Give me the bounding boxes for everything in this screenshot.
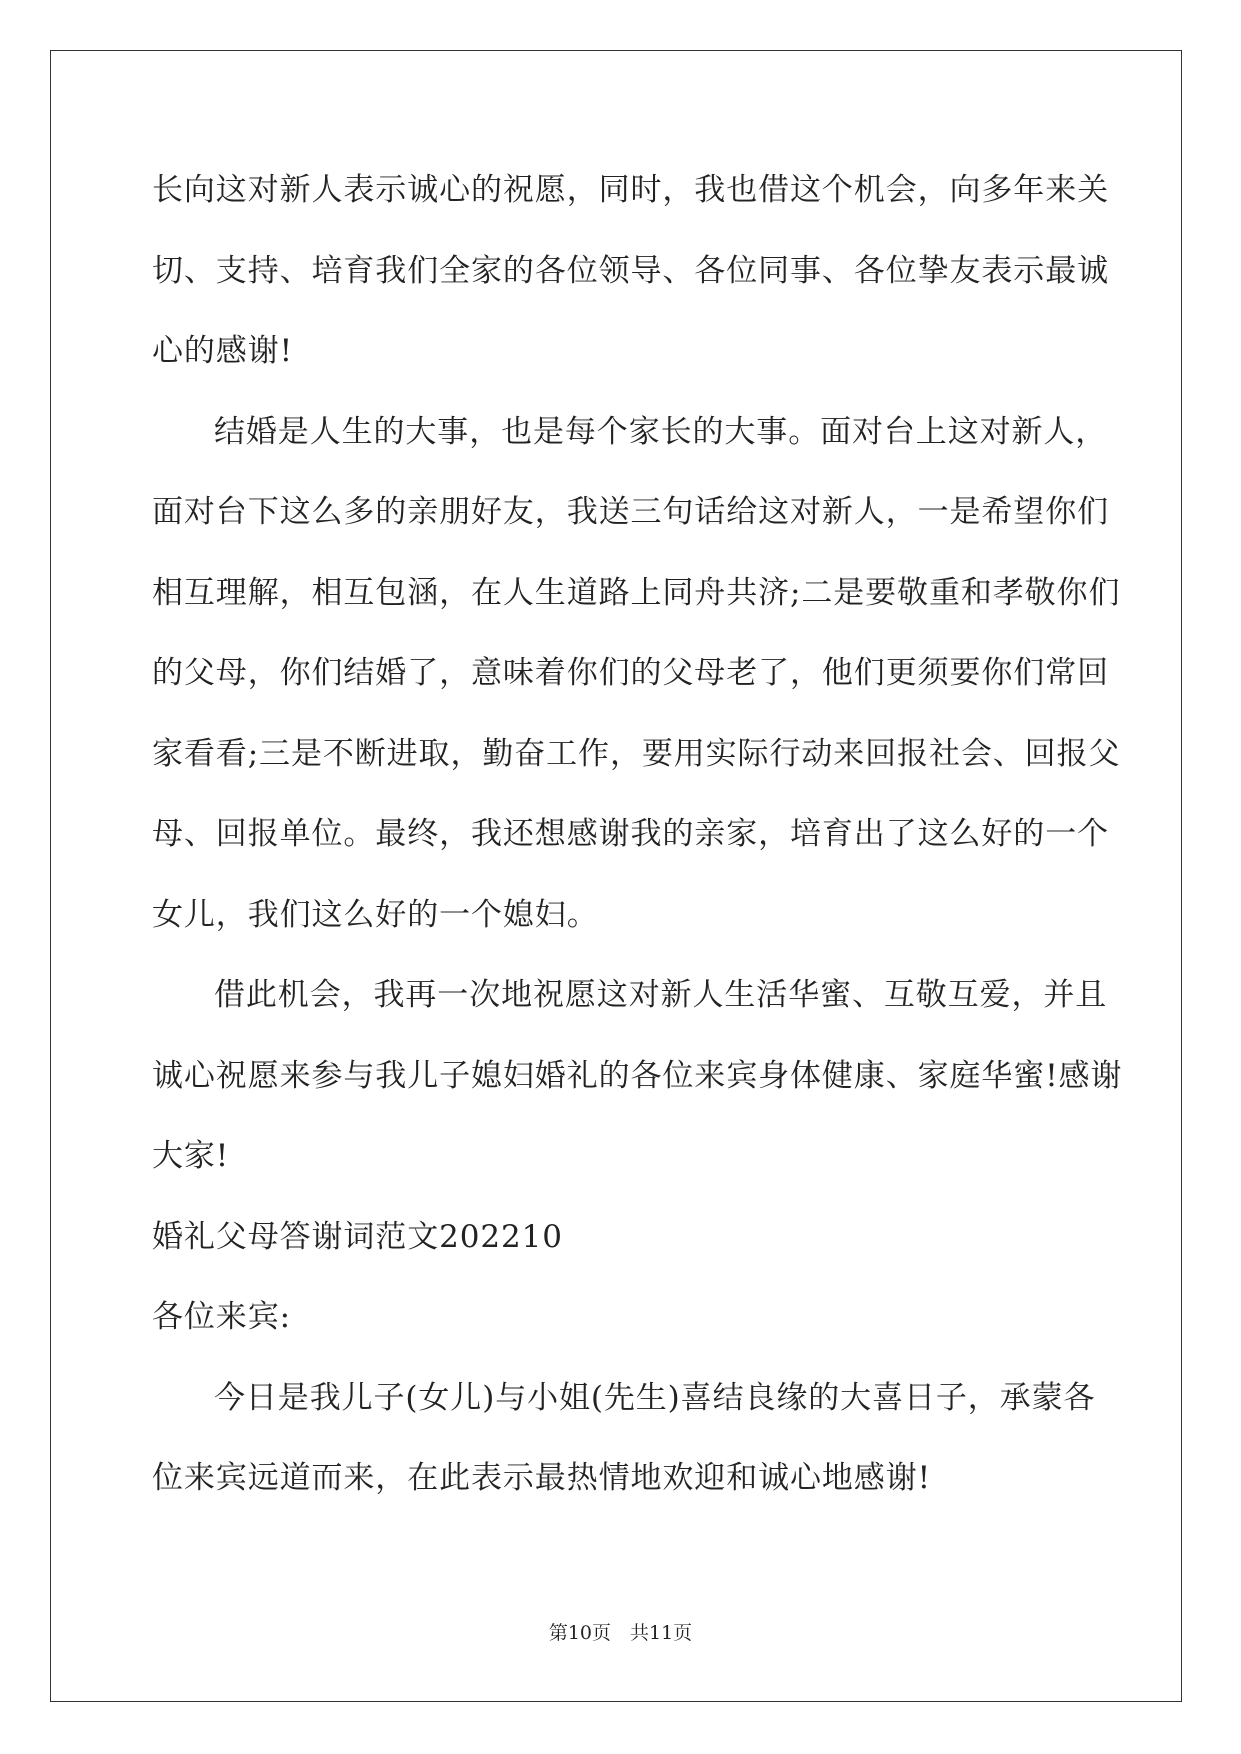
body-line: 女儿，我们这么好的一个媳妇。 — [152, 896, 599, 933]
salutation: 各位来宾: — [152, 1299, 291, 1335]
body-line: 母、回报单位。最终，我还想感谢我的亲家，培育出了这么好的一个 — [152, 816, 1109, 852]
page-number: 第10页 共11页 — [548, 1622, 693, 1644]
paragraph-start-line: 结婚是人生的大事，也是每个家长的大事。面对台上这对新人， — [214, 413, 1108, 450]
body-line: 大家! — [152, 1138, 230, 1174]
section-title: 婚礼父母答谢词范文202210 — [152, 1218, 563, 1255]
body-line: 的父母，你们结婚了，意味着你们的父母老了，他们更须要你们常回 — [152, 655, 1109, 691]
paragraph-start-line: 借此机会，我再一次地祝愿这对新人生活华蜜、互敬互爱，并且 — [214, 977, 1108, 1013]
body-line: 切、支持、培育我们全家的各位领导、各位同事、各位挚友表示最诚 — [152, 252, 1109, 289]
body-line: 心的感谢! — [152, 333, 293, 369]
body-line: 诚心祝愿来参与我儿子媳妇婚礼的各位来宾身体健康、家庭华蜜!感谢 — [152, 1057, 1123, 1094]
body-line: 家看看;三是不断进取，勤奋工作，要用实际行动来回报社会、回报父 — [152, 735, 1121, 772]
body-line: 长向这对新人表示诚心的祝愿，同时，我也借这个机会，向多年来关 — [152, 172, 1109, 208]
paragraph-start-line: 今日是我儿子(女儿)与小姐(先生)喜结良缘的大喜日子，承蒙各 — [214, 1379, 1096, 1416]
body-line: 位来宾远道而来，在此表示最热情地欢迎和诚心地感谢! — [152, 1460, 931, 1496]
body-line: 面对台下这么多的亲朋好友，我送三句话给这对新人，一是希望你们 — [152, 494, 1109, 530]
body-line: 相互理解，相互包涵，在人生道路上同舟共济;二是要敬重和孝敬你们 — [152, 574, 1121, 611]
document-body — [152, 150, 1123, 1519]
page-footer — [0, 1618, 1241, 1645]
